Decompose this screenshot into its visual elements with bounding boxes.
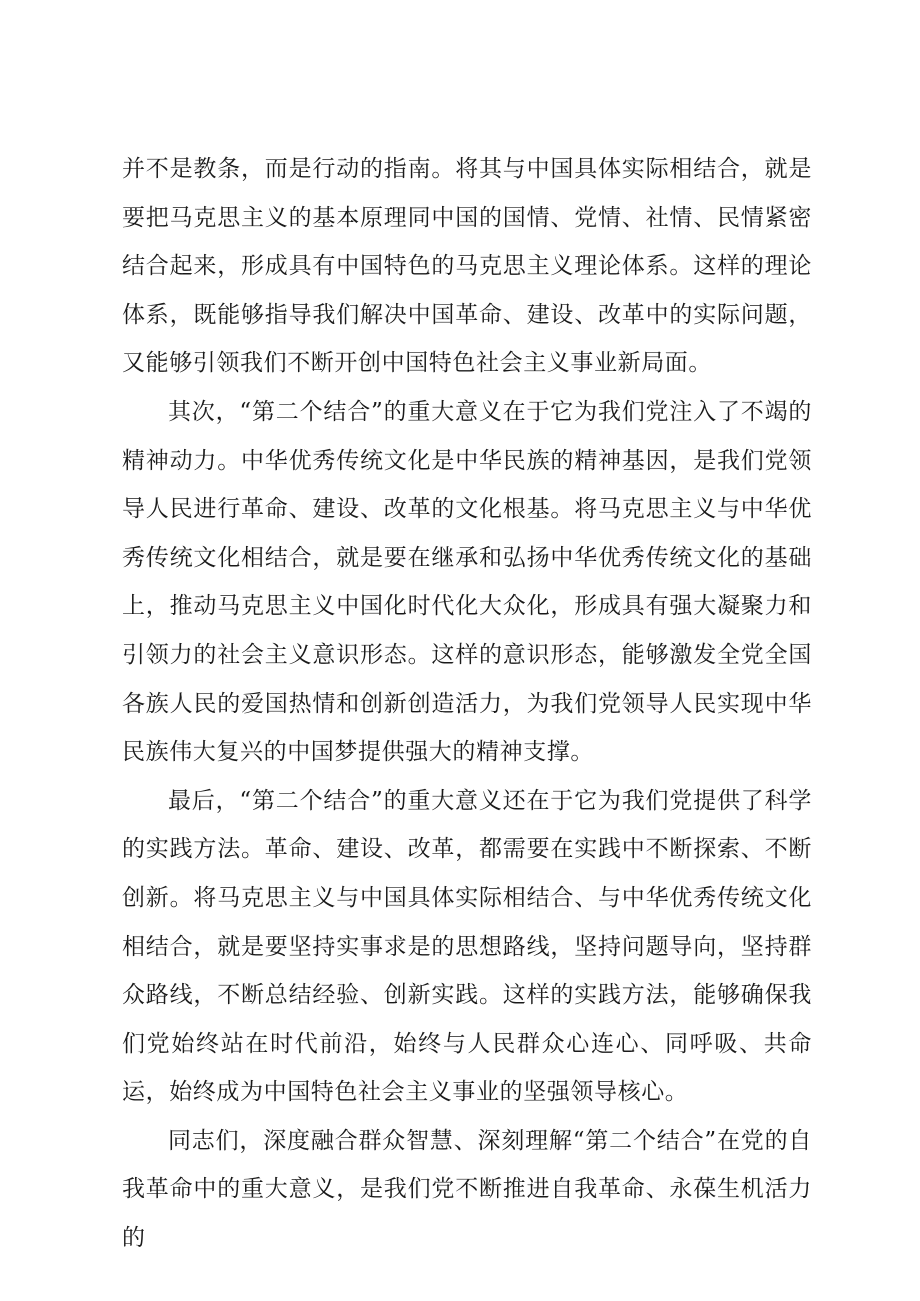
paragraph-2: 其次，“第二个结合”的重大意义在于它为我们党注入了不竭的精神动力。中华优秀传统文化是中华民族的精神基因，是我们党领导人民进行革命、建设、改革的文化根基。将马克思主义与中华优秀传统文化相结合，就是要在继承和弘扬中华优秀传统文化的基础上，推动马克思主义中国化时代化大众化，形成具有强大凝聚力和引领力的社会主义意识形态。这样的意识形态，能够激发全党全国各族人民的爱国热情和创新创造活力，为我们党领导人民实现中华民族伟大复兴的中国梦提供强大的精神支撑。 bbox=[122, 398, 812, 766]
paragraph-1: 并不是教条，而是行动的指南。将其与中国具体实际相结合，就是要把马克思主义的基本原理同中国的国情、党情、社情、民情紧密结合起来，形成具有中国特色的马克思主义理论体系。这样的理论体系，既能够指导我们解决中国革命、建设、改革中的实际问题，又能够引领我们不断开创中国特色社会主义事业新局面。 bbox=[122, 156, 812, 377]
paragraph-3: 最后，“第二个结合”的重大意义还在于它为我们党提供了科学的实践方法。革命、建设、改革，都需要在实践中不断探索、不断创新。将马克思主义与中国具体实际相结合、与中华优秀传统文化相结合，就是要坚持实事求是的思想路线，坚持问题导向，坚持群众路线，不断总结经验、创新实践。这样的实践方法，能够确保我们党始终站在时代前沿，始终与人民群众心连心、同呼吸、共命运，始终成为中国特色社会主义事业的坚强领导核心。 bbox=[122, 787, 812, 1106]
document-body bbox=[122, 145, 812, 1263]
paragraph-4: 同志们，深度融合群众智慧、深刻理解“第二个结合”在党的自我革命中的重大意义，是我们党不断推进自我革命、永葆生机活力的 bbox=[122, 1127, 812, 1252]
